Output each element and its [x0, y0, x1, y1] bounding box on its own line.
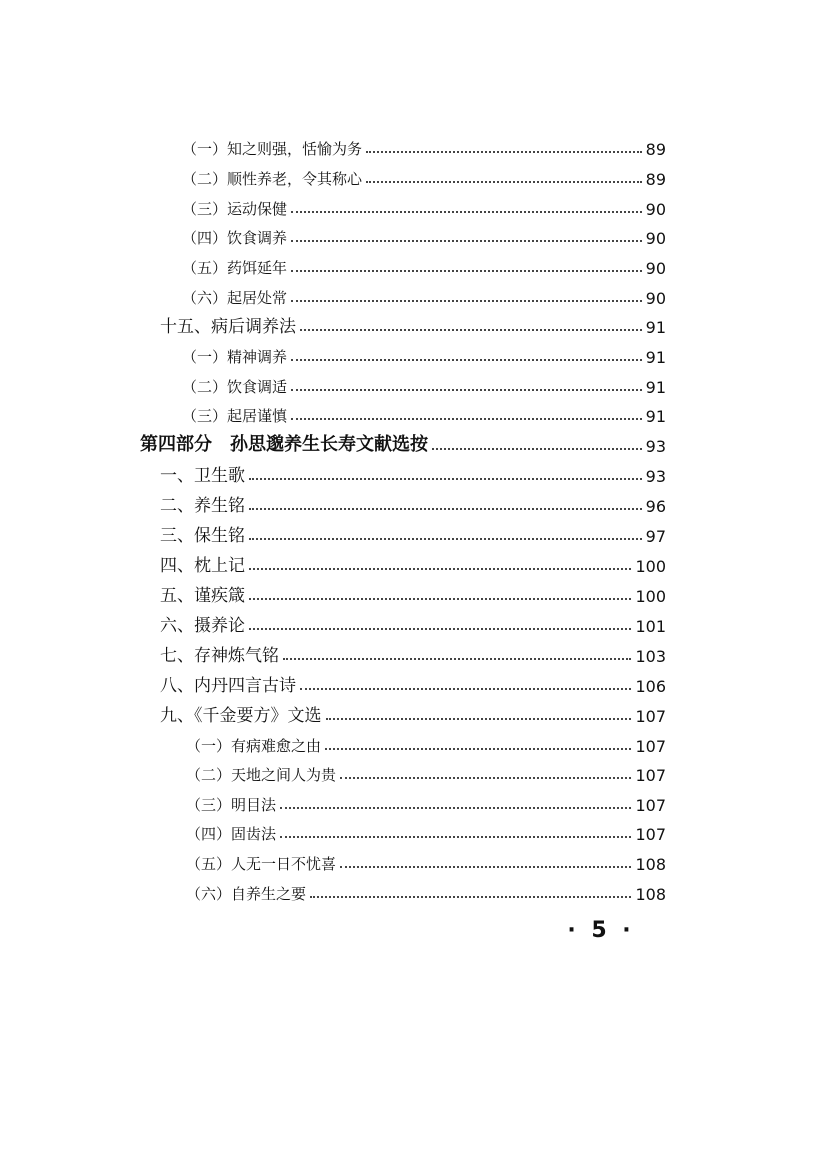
toc-entry-page: 90: [645, 200, 666, 219]
toc-entry-page: 106: [635, 677, 666, 696]
toc-entry-title: 一、卫生歌: [160, 466, 245, 486]
leader-dots: [325, 748, 631, 750]
toc-entry-page: 96: [645, 497, 666, 516]
toc-entry: [160, 460, 666, 486]
toc-entry: [160, 670, 666, 696]
toc-entry-title: 二、养生铭: [160, 496, 245, 516]
toc-entry-title: 三、保生铭: [160, 526, 245, 546]
toc-entry-page: 107: [635, 796, 666, 815]
toc-entry-title: （五）人无一日不忧喜: [186, 855, 337, 873]
leader-dots: [291, 359, 642, 361]
toc-entry: [182, 222, 666, 248]
toc-entry-page: 100: [635, 557, 666, 576]
toc-entry-title: （一）知之则强，恬愉为务: [182, 140, 363, 158]
toc-entry-title: （六）起居处常: [182, 289, 288, 307]
leader-dots: [249, 568, 631, 570]
leader-dots: [366, 181, 642, 183]
toc-entry-title: （三）起居谨慎: [182, 407, 288, 425]
page-number: · 5 ·: [567, 918, 635, 943]
leader-dots: [283, 658, 631, 660]
toc-entry-page: 107: [635, 766, 666, 785]
leader-dots: [249, 598, 631, 600]
toc-entry: [160, 610, 666, 636]
leader-dots: [280, 836, 631, 838]
toc-entry-page: 107: [635, 737, 666, 756]
toc-entry: [182, 252, 666, 278]
toc-entry: [182, 341, 666, 367]
toc-entry: [160, 311, 666, 337]
toc-entry-title: （四）饮食调养: [182, 229, 288, 247]
toc-entry-title: （二）饮食调适: [182, 378, 288, 396]
leader-dots: [432, 448, 642, 450]
toc-entry: [182, 193, 666, 219]
toc-entry-title: （一）有病难愈之由: [186, 737, 322, 755]
toc-entry-page: 90: [645, 259, 666, 278]
toc-entry-page: 97: [645, 527, 666, 546]
toc-entry: [182, 133, 666, 159]
toc-entry-title: 十五、病后调养法: [160, 317, 296, 337]
toc-entry: [182, 371, 666, 397]
toc-entry-title: 四、枕上记: [160, 556, 245, 576]
toc-entry-title: 八、内丹四言古诗: [160, 676, 296, 696]
toc-entry-page: 107: [635, 825, 666, 844]
leader-dots: [340, 777, 631, 779]
toc-entry: [182, 400, 666, 426]
leader-dots: [291, 240, 642, 242]
toc-entry: [186, 789, 666, 815]
toc-entry-page: 101: [635, 617, 666, 636]
toc-entry: [186, 848, 666, 874]
toc-entry-title: 五、谨疾箴: [160, 586, 245, 606]
toc-entry: [160, 490, 666, 516]
leader-dots: [310, 896, 631, 898]
leader-dots: [249, 628, 631, 630]
leader-dots: [249, 478, 642, 480]
toc-entry-page: 89: [645, 140, 666, 159]
toc-entry: [186, 730, 666, 756]
leader-dots: [291, 211, 642, 213]
toc-entry-title: 七、存神炼气铭: [160, 646, 279, 666]
toc-entry: [186, 818, 666, 844]
toc-entry-title: 九、《千金要方》文选: [160, 706, 322, 726]
toc-entry-title: （二）顺性养老，令其称心: [182, 170, 363, 188]
toc-entry: [160, 640, 666, 666]
toc-entry-page: 108: [635, 855, 666, 874]
toc-entry-title: 六、摄养论: [160, 616, 245, 636]
toc-part-heading: [140, 430, 666, 456]
toc-entry-title: 第四部分 孙思邈养生长寿文献选按: [140, 434, 428, 455]
leader-dots: [280, 807, 631, 809]
leader-dots: [291, 270, 642, 272]
toc-entry: [160, 550, 666, 576]
toc-entry: [160, 520, 666, 546]
leader-dots: [249, 538, 642, 540]
toc-entry-page: 93: [645, 437, 666, 456]
toc-entry: [186, 759, 666, 785]
toc-entry-title: （四）固齿法: [186, 825, 277, 843]
toc-entry: [186, 878, 666, 904]
leader-dots: [300, 329, 642, 331]
toc-entry-title: （一）精神调养: [182, 348, 288, 366]
leader-dots: [291, 389, 642, 391]
leader-dots: [340, 866, 631, 868]
toc-entry-page: 103: [635, 647, 666, 666]
toc-entry-page: 107: [635, 707, 666, 726]
toc-entry-page: 100: [635, 587, 666, 606]
toc-entry-page: 93: [645, 467, 666, 486]
leader-dots: [326, 718, 632, 720]
toc-entry-title: （三）运动保健: [182, 200, 288, 218]
toc-entry-page: 91: [645, 348, 666, 367]
toc-entry-page: 91: [645, 378, 666, 397]
toc-entry-page: 91: [645, 318, 666, 337]
toc-entry: [182, 282, 666, 308]
toc-entry-page: 108: [635, 885, 666, 904]
toc-entry: [160, 700, 666, 726]
toc-entry-title: （五）药饵延年: [182, 259, 288, 277]
toc-entry-page: 90: [645, 289, 666, 308]
toc-entry-page: 91: [645, 407, 666, 426]
leader-dots: [366, 151, 642, 153]
leader-dots: [291, 300, 642, 302]
leader-dots: [249, 508, 642, 510]
leader-dots: [300, 688, 631, 690]
toc-entry-page: 90: [645, 229, 666, 248]
toc-entry: [160, 580, 666, 606]
toc-entry-title: （六）自养生之要: [186, 885, 307, 903]
toc-entry-title: （二）天地之间人为贵: [186, 766, 337, 784]
leader-dots: [291, 418, 642, 420]
toc-entry-title: （三）明目法: [186, 796, 277, 814]
toc-entry-page: 89: [645, 170, 666, 189]
toc-entry: [182, 163, 666, 189]
